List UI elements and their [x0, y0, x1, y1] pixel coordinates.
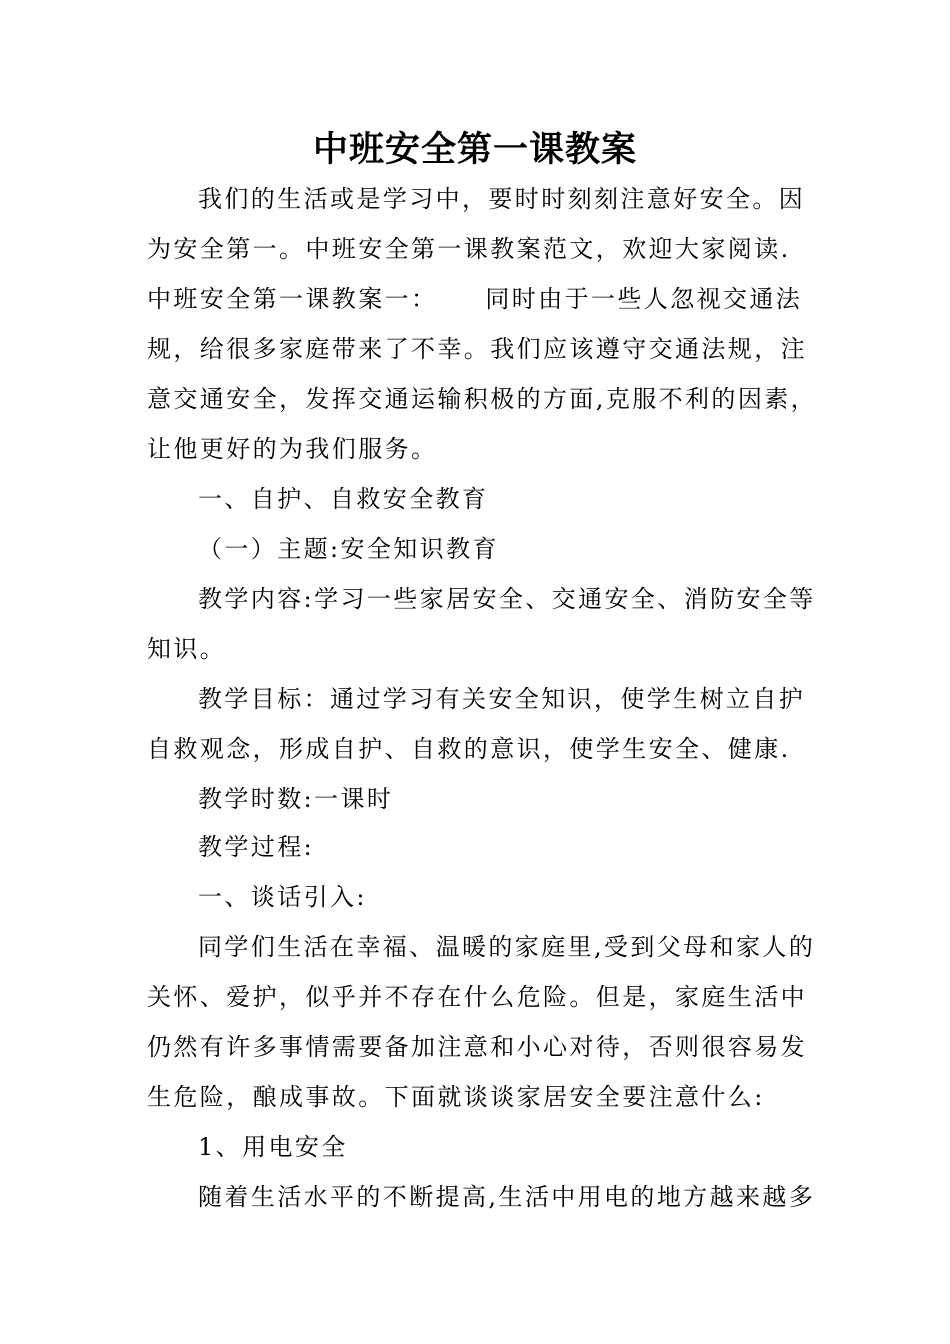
document-title: 中班安全第一课教案 — [312, 129, 637, 170]
paragraph-line: 教学过程: — [198, 833, 315, 861]
paragraph-line: 教学内容:学习一些家居安全、交通安全、消防安全等 — [198, 585, 816, 613]
section-heading: （一）主题:安全知识教育 — [198, 535, 499, 563]
paragraph-line: 知识。 — [147, 635, 227, 663]
section-heading: 1、用电安全 — [198, 1133, 348, 1161]
paragraph-line: 为安全第一。中班安全第一课教案范文，欢迎大家阅读. — [147, 235, 791, 263]
paragraph-line: 教学时数:一课时 — [198, 785, 394, 813]
paragraph-line: 关怀、爱护，似乎并不存在什么危险。但是，家庭生活中 — [147, 983, 807, 1011]
paragraph-text: 同时由于一些人忽视交通法 — [485, 285, 803, 313]
paragraph-line: 自救观念，形成自护、自救的意识，使学生安全、健康. — [147, 735, 791, 763]
section-heading: 中班安全第一课教案一： — [147, 285, 438, 313]
section-heading: 一、谈话引入: — [198, 883, 367, 911]
paragraph-line: 同学们生活在幸福、温暖的家庭里,受到父母和家人的 — [198, 933, 816, 961]
paragraph-line: 生危险，酿成事故。下面就谈谈家居安全要注意什么: — [147, 1083, 765, 1111]
paragraph-line: 规，给很多家庭带来了不幸。我们应该遵守交通法规，注 — [147, 335, 807, 363]
paragraph-line: 意交通安全，发挥交通运输积极的方面,克服不利的因素， — [147, 385, 818, 413]
section-heading: 一、自护、自救安全教育 — [198, 485, 489, 513]
paragraph-line: 教学目标：通过学习有关安全知识，使学生树立自护 — [198, 685, 806, 713]
paragraph-line: 随着生活水平的不断提高,生活中用电的地方越来越多 — [198, 1183, 816, 1211]
paragraph-line: 仍然有许多事情需要备加注意和小心对待，否则很容易发 — [147, 1033, 807, 1061]
paragraph-line — [147, 284, 807, 314]
paragraph-line: 我们的生活或是学习中，要时时刻刻注意好安全。因 — [198, 185, 806, 213]
paragraph-line: 让他更好的为我们服务。 — [147, 435, 438, 463]
